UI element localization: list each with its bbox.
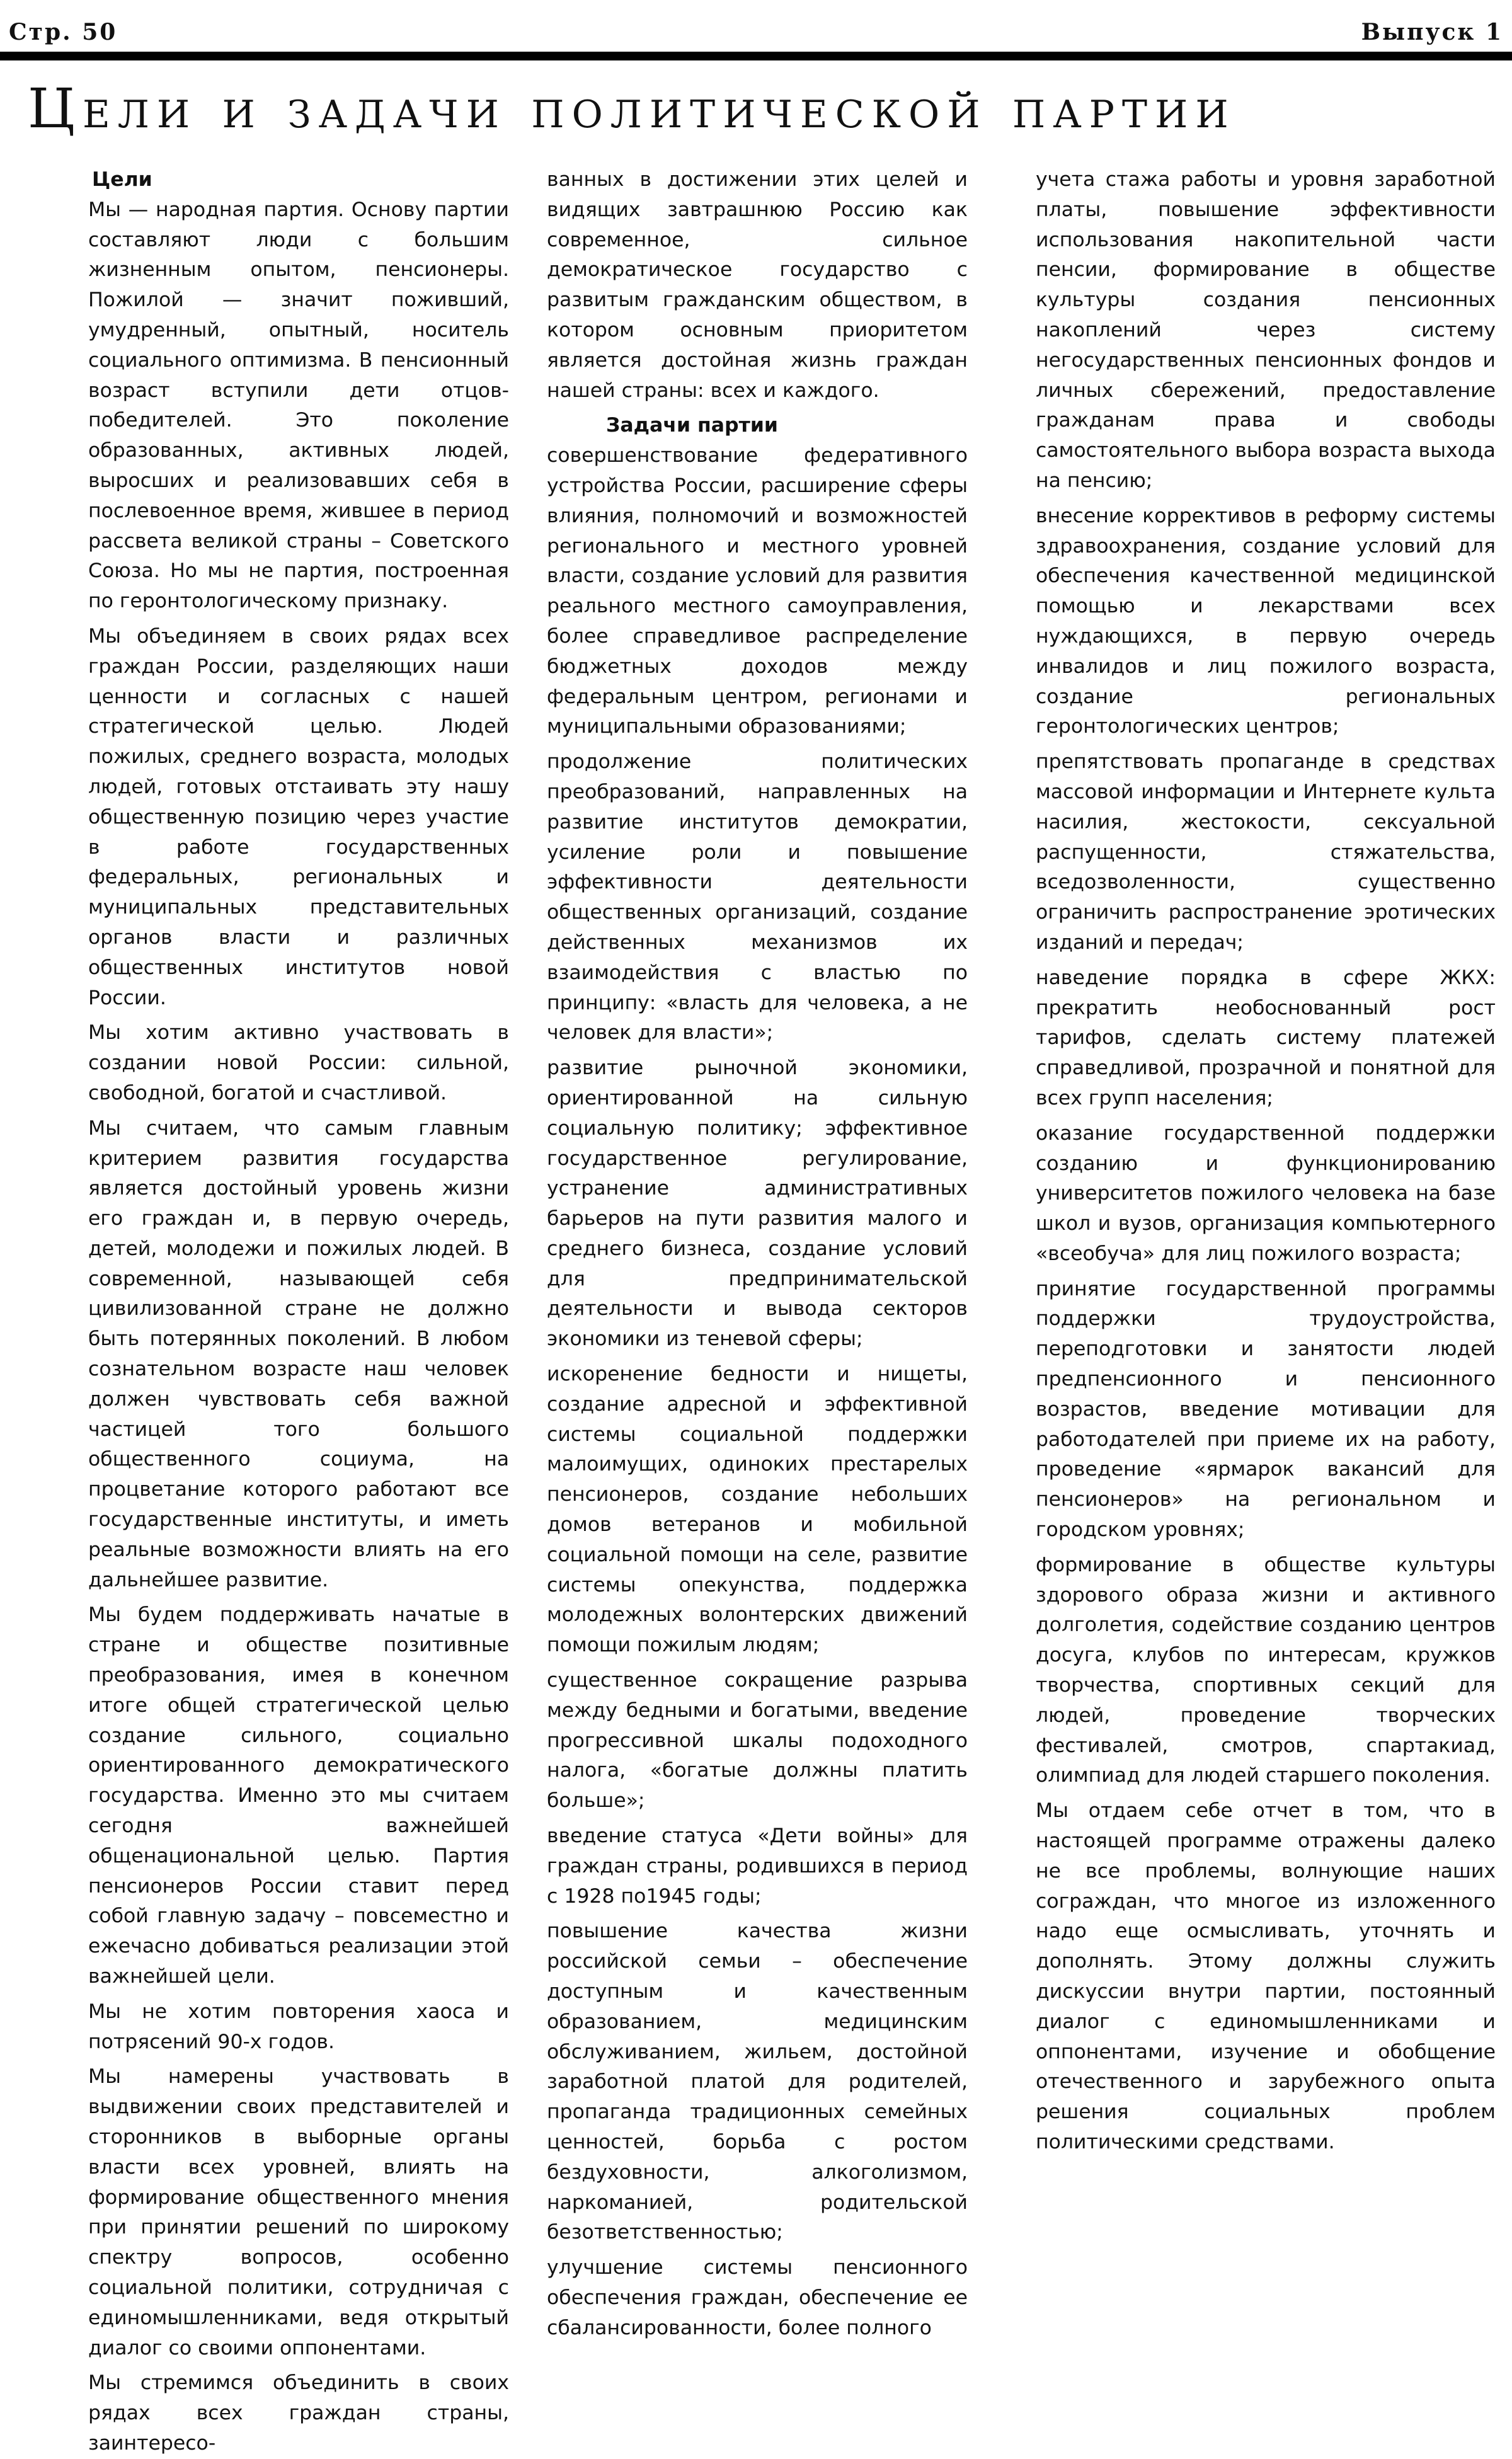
section-heading-goals: Цели — [92, 168, 152, 191]
list-item: внесение коррективов в реформу системы здравоохранения, создание условий для обеспечения качественной медицинской помощью и лекарствами всех нуждающихся, в первую очередь инвалидов и лиц пожилого возраста, создание региональных геронтологических центров; — [1036, 504, 1496, 738]
list-item: оказание государственной поддержки созданию и функционированию университетов пожилого человека на базе школ и вузов, организация компьютерного «всеобуча» для лиц пожилого возраста; — [1036, 1121, 1496, 1265]
paragraph-continued: учета стажа работы и уровня заработной платы, повышение эффективности использования накопительной части пенсии, формирование в обществе культуры создания пенсионных накоплений через систему негосударственных пенсионных фондов и личных сбережений, предоставление гражданам права и свободы самостоятельного выбора возраста выхода на пенсию; — [1036, 168, 1496, 492]
paragraph: Мы намерены участвовать в выдвижении своих представителей и сторонников в выборные органы власти всех уровней, влиять на формирование общественного мнения при принятии решений по широкому спектру вопросов, особенно социальной политики, сотрудничая с единомышленниками, ведя открытый диалог со своими оппонентами. — [88, 2065, 509, 2359]
paragraph: Мы не хотим повторения хаоса и потрясений 90-х годов. — [88, 2000, 509, 2053]
header-rule — [0, 52, 1512, 60]
list-item: развитие рыночной экономики, ориентированной на сильную социальную политику; эффективное государственное регулирование, устранение административных барьеров на пути развития малого и среднего бизнеса, создание условий для предпринимательской деятельности и вывода секторов экономики из теневой сферы; — [547, 1057, 968, 1351]
article-column-2 — [547, 165, 968, 2339]
article-column-3 — [1036, 165, 1496, 2162]
page-number: Стр. 50 — [9, 19, 118, 45]
paragraph-continued: ванных в достижении этих целей и видящих завтрашнюю Россию как современное, сильное демократическое государство с развитым гражданским обществом, в котором основным приоритетом является достойная жизнь граждан нашей страны: всех и каждого. — [547, 168, 968, 402]
list-item: принятие государственной программы поддержки трудоустройства, переподготовки и занятости людей предпенсионного и пенсионного возрастов, введение мотивации для работодателей при приеме их на работу, проведение «ярмарок вакансий для пенсионеров» на региональном и городском уровнях; — [1036, 1277, 1496, 1542]
list-item: повышение качества жизни российской семьи – обеспечение доступным и качественным образованием, медицинским обслуживанием, жильем, достойной заработной платой для родителей, пропаганда традиционных семейных ценностей, борьба с ростом бездуховности, алкоголизмом, наркоманией, родительской безответственностью; — [547, 1920, 968, 2244]
issue-label: Выпуск 1 — [1361, 19, 1503, 45]
list-item: препятствовать пропаганде в средствах массовой информации и Интернете культа насилия, жестокости, сексуальной распущенности, стяжательства, вседозволенности, существенно ограничить распространение эротических изданий и передач; — [1036, 750, 1496, 954]
article-column-1 — [88, 165, 509, 2455]
paragraph: Мы отдаем себе отчет в том, что в настоящей программе отражены далеко не все проблемы, волнующие наших сограждан, что многое из изложенного надо еще осмысливать, уточнять и дополнять. Этому должны служить дискуссии внутри партии, постоянный диалог с единомышленниками и оппонентами, изучение и обобщение отечественного и зарубежного опыта решения социальных проблем политическими средствами. — [1036, 1799, 1496, 2153]
paragraph: Мы — народная партия. Основу партии составляют люди с большим жизненным опытом, пенсионеры. Пожилой — значит поживший, умудренный, опытный, носитель социального оптимизма. В пенсионный возраст вступили дети отцов-победителей. Это поколение образованных, активных людей, выросших и реализовавших себя в послевоенное время, жившее в период рассвета великой страны – Советского Союза. Но мы не партия, построенная по геронтологическому признаку. — [88, 198, 509, 613]
list-item: введение статуса «Дети войны» для граждан страны, родившихся в период с 1928 по1945 годы; — [547, 1825, 968, 1908]
list-item: существенное сокращение разрыва между бедными и богатыми, введение прогрессивной шкалы подоходного налога, «богатые должны платить больше»; — [547, 1669, 968, 1813]
paragraph: Мы считаем, что самым главным критерием развития государства является достойный уровень жизни его граждан и, в первую очередь, детей, молодежи и пожилых людей. В современной, называющей себя цивилизованной стране не должно быть потерянных поколений. В любом сознательном возрасте наш человек должен чувствовать себя важной частицей того большого общественного социума, на процветание которого работают все государственные институты, и иметь реальные возможности влиять на его дальнейшее развитие. — [88, 1116, 509, 1591]
list-item: формирование в обществе культуры здорового образа жизни и активного долголетия, содействие созданию центров досуга, клубов по интересам, кружков творчества, спортивных секций для людей, проведение творческих фестивалей, смотров, спартакиад, олимпиад для людей старшего поколения. — [1036, 1553, 1496, 1787]
paragraph: Мы стремимся объединить в своих рядах всех граждан страны, заинтересо- — [88, 2371, 509, 2455]
paragraph: Мы хотим активно участвовать в создании новой России: сильной, свободной, богатой и счастливой. — [88, 1021, 509, 1104]
section-heading-tasks: Задачи партии — [606, 414, 778, 437]
list-item: искоренение бедности и нищеты, создание адресной и эффективной системы социальной поддержки малоимущих, одиноких престарелых пенсионеров, создание небольших домов ветеранов и мобильной социальной помощи на селе, развитие системы опекунства, поддержка молодежных волонтерских движений помощи пожилым людям; — [547, 1363, 968, 1657]
article-title: Цели и задачи политической партии — [28, 77, 1236, 140]
list-item: продолжение политических преобразований, направленных на развитие институтов демократии, усиление роли и повышение эффективности деятельности общественных организаций, создание действенных механизмов их взаимодействия с властью по принципу: «власть для человека, а не человек для власти»; — [547, 750, 968, 1045]
paragraph: Мы объединяем в своих рядах всех граждан России, разделяющих наши ценности и согласных с нашей стратегической целью. Людей пожилых, среднего возраста, молодых людей, готовых отстаивать эту нашу общественную позицию через участие в работе государственных федеральных, региональных и муниципальных представительных органов власти и различных общественных институтов новой России. — [88, 624, 509, 1009]
list-item: совершенствование федеративного устройства России, расширение сферы влияния, полномочий и возможностей регионального и местного уровней власти, создание условий для развития реального местного самоуправления, более справедливое распределение бюджетных доходов между федеральным центром, регионами и муниципальными образованиями; — [547, 444, 968, 738]
list-item: наведение порядка в сфере ЖКХ: прекратить необоснованный рост тарифов, сделать систему платежей справедливой, прозрачной и понятной для всех групп населения; — [1036, 966, 1496, 1109]
paragraph: Мы будем поддерживать начатые в стране и обществе позитивные преобразования, имея в конечном итоге общей стратегической целью создание сильного, социально ориентированного демократического государства. Именно это мы считаем сегодня важнейшей общенациональной целью. Партия пенсионеров России ставит перед собой главную задачу – повсеместно и ежечасно добиваться реализации этой важнейшей цели. — [88, 1603, 509, 1988]
list-item: улучшение системы пенсионного обеспечения граждан, обеспечение ее сбалансированности, более полного — [547, 2256, 968, 2339]
